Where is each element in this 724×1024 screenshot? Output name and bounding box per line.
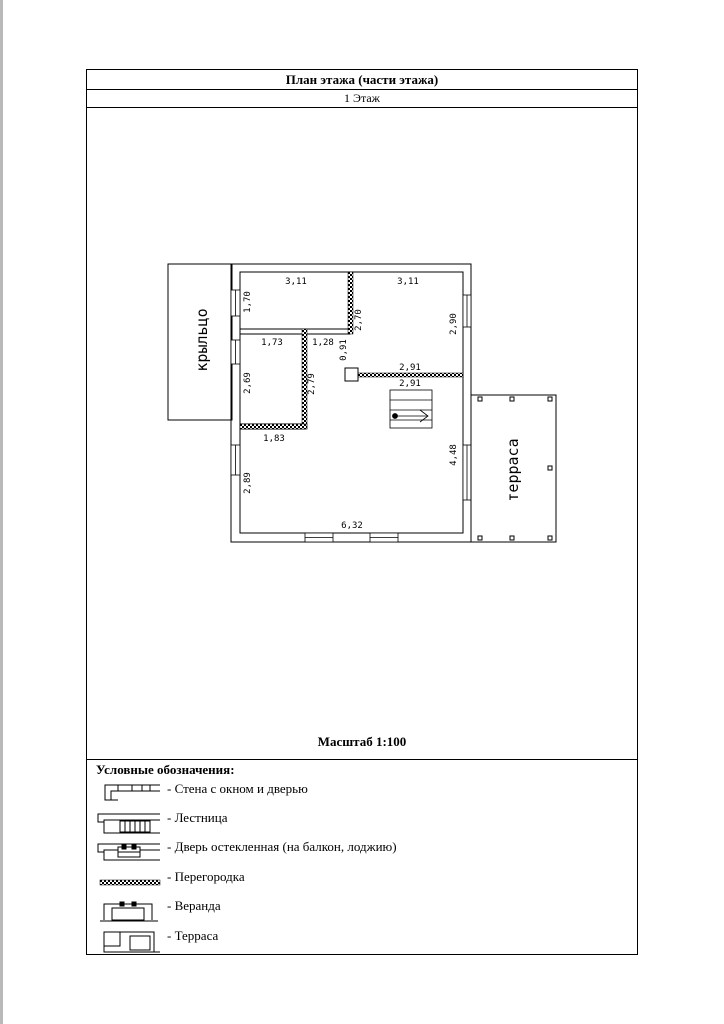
legend-label-wall: - Стена с окном и дверью: [167, 781, 308, 796]
terrace-label: терраса: [504, 438, 522, 502]
legend-wall-symbol: [105, 785, 160, 800]
dim-top-left-width: 3,11: [285, 277, 307, 287]
legend-label-terrace: - Терраса: [167, 928, 219, 943]
legend-stairs-symbol: [98, 814, 160, 833]
floor-label: 1 Этаж: [87, 90, 637, 108]
legend-title: Условные обозначения:: [96, 762, 235, 777]
chimney: [345, 368, 358, 381]
dim-bottom-width: 6,32: [341, 521, 363, 531]
dim-small-room-width: 1,73: [261, 338, 283, 348]
porch-label: крыльцо: [193, 308, 211, 372]
dim-right-low-height: 4,48: [449, 444, 459, 466]
legend-label-glazed-door: - Дверь остекленная (на балкон, лоджию): [167, 839, 397, 854]
sheet-title: План этажа (части этажа): [87, 70, 637, 90]
dim-partition-height: 2,70: [354, 309, 364, 331]
dim-corridor-width: 1,28: [312, 338, 334, 348]
legend-partition-symbol: [100, 880, 160, 885]
legend-glazed-door-symbol: [98, 844, 160, 860]
legend-label-veranda: - Веранда: [167, 898, 221, 913]
dim-stair-wall-a: 2,91: [399, 363, 421, 373]
dim-left-low-height: 2,89: [243, 472, 253, 494]
dim-top-left-height: 1,70: [243, 291, 253, 313]
legend-terrace-symbol: [104, 932, 160, 952]
dim-corridor-height: 0,91: [339, 339, 349, 361]
porch: [168, 264, 232, 420]
terrace: [471, 395, 556, 542]
legend-veranda-symbol: [100, 902, 158, 921]
scale-label: Масштаб 1:100: [317, 734, 407, 749]
dim-right-top-height: 2,90: [449, 313, 459, 335]
dim-stair-wall-b: 2,91: [399, 379, 421, 389]
dim-left-low-width: 1,83: [263, 434, 285, 444]
dim-top-right-width: 3,11: [397, 277, 419, 287]
staircase: [390, 390, 432, 428]
dim-left-mid-height: 2,69: [243, 372, 253, 394]
legend-label-partition: - Перегородка: [167, 869, 245, 884]
dim-small-room-height: 2,79: [307, 373, 317, 395]
legend-label-stairs: - Лестница: [167, 810, 228, 825]
